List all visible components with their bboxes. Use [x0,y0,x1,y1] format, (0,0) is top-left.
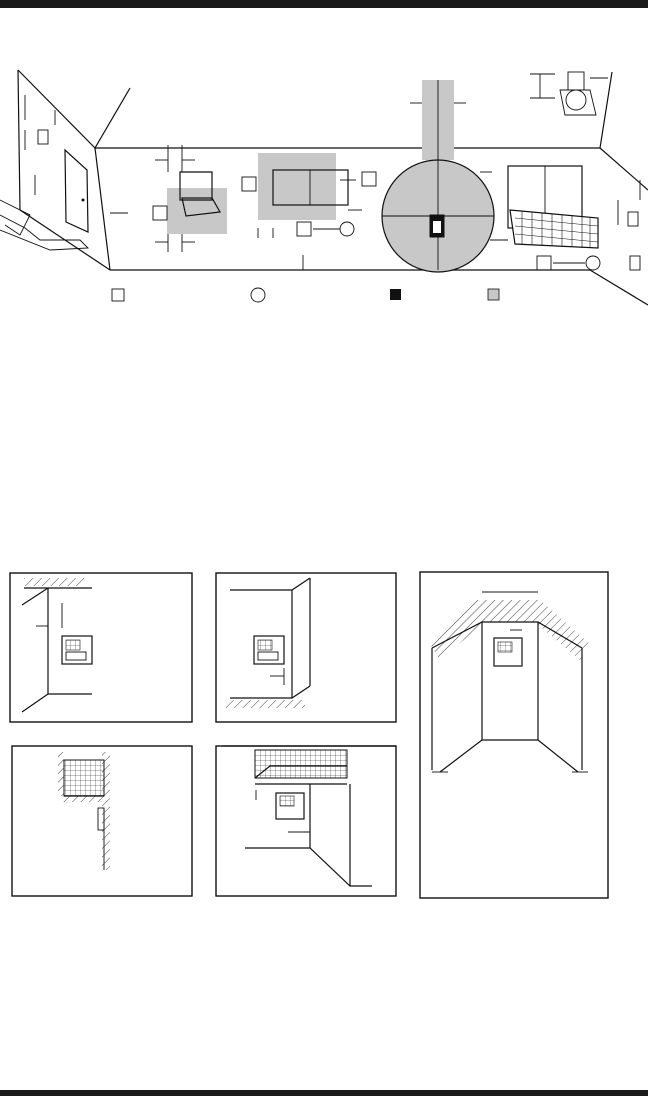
door [65,150,88,232]
wall-corner-floor-detail [216,573,396,722]
bottom-rule [0,1090,648,1096]
ceiling-grille-wall-detail [12,746,192,896]
clearance-zone-1 [167,188,227,234]
open-square-icon [112,289,124,301]
filled-black-square-icon [390,289,401,300]
room-layout-diagram [0,0,648,320]
ceiling-grille-corner-detail [216,746,396,896]
ceiling-edge [95,72,612,148]
clearance-zone-2 [258,153,336,220]
floor-grille [510,210,598,248]
sloped-ceiling-wall-detail [420,572,608,898]
corner-ceiling-detail [10,573,192,722]
filled-gray-square-icon [488,289,499,300]
open-circle-icon [251,288,265,302]
roof-vent [530,72,608,115]
